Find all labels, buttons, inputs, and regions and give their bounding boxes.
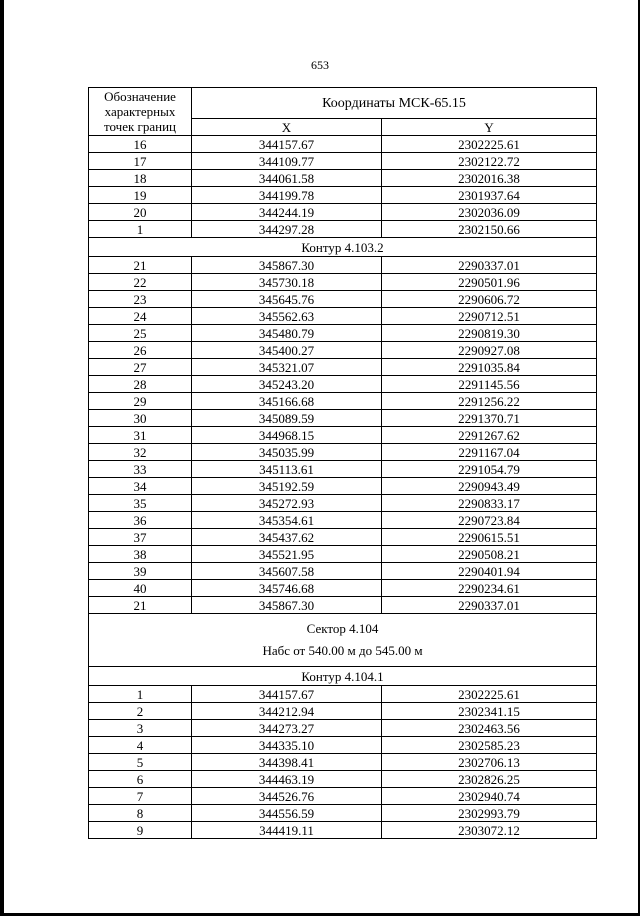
table-row (89, 686, 597, 703)
x-coordinate-cell: 345562.63 (192, 308, 382, 325)
y-coordinate-cell: 2302225.61 (382, 686, 597, 703)
table-row (89, 291, 597, 308)
table-row (89, 563, 597, 580)
header-y: Y (382, 119, 597, 136)
point-number-cell: 27 (89, 359, 192, 376)
x-coordinate-cell: 344335.10 (192, 737, 382, 754)
point-number-cell: 38 (89, 546, 192, 563)
table-row (89, 771, 597, 788)
x-coordinate-cell: 345730.18 (192, 274, 382, 291)
point-number-cell: 22 (89, 274, 192, 291)
x-coordinate-cell: 344273.27 (192, 720, 382, 737)
table-row (89, 376, 597, 393)
y-coordinate-cell: 2291145.56 (382, 376, 597, 393)
y-coordinate-cell: 2291267.62 (382, 427, 597, 444)
point-number-cell: 30 (89, 410, 192, 427)
y-coordinate-cell: 2302940.74 (382, 788, 597, 805)
y-coordinate-cell: 2290401.94 (382, 563, 597, 580)
table-row (89, 410, 597, 427)
table-row (89, 478, 597, 495)
y-coordinate-cell: 2290927.08 (382, 342, 597, 359)
point-number-cell: 23 (89, 291, 192, 308)
table-row (89, 580, 597, 597)
point-number-cell: 40 (89, 580, 192, 597)
y-coordinate-cell: 2302150.66 (382, 221, 597, 238)
point-number-cell: 21 (89, 597, 192, 614)
y-coordinate-cell: 2302016.38 (382, 170, 597, 187)
x-coordinate-cell: 345354.61 (192, 512, 382, 529)
point-number-cell: 34 (89, 478, 192, 495)
y-coordinate-cell: 2290819.30 (382, 325, 597, 342)
table-row (89, 359, 597, 376)
point-number-cell: 21 (89, 257, 192, 274)
table-row (89, 274, 597, 291)
coordinates-table (88, 87, 597, 839)
x-coordinate-cell: 345035.99 (192, 444, 382, 461)
y-coordinate-cell: 2290508.21 (382, 546, 597, 563)
x-coordinate-cell: 345272.93 (192, 495, 382, 512)
point-number-cell: 25 (89, 325, 192, 342)
y-coordinate-cell: 2290234.61 (382, 580, 597, 597)
x-coordinate-cell: 344297.28 (192, 221, 382, 238)
header-x: X (192, 119, 382, 136)
y-coordinate-cell: 2291054.79 (382, 461, 597, 478)
point-number-cell: 26 (89, 342, 192, 359)
table-row (89, 325, 597, 342)
y-coordinate-cell: 2302036.09 (382, 204, 597, 221)
point-number-cell: 37 (89, 529, 192, 546)
y-coordinate-cell: 2302341.15 (382, 703, 597, 720)
x-coordinate-cell: 345437.62 (192, 529, 382, 546)
y-coordinate-cell: 2290606.72 (382, 291, 597, 308)
point-number-cell: 20 (89, 204, 192, 221)
x-coordinate-cell: 344526.76 (192, 788, 382, 805)
y-coordinate-cell: 2291256.22 (382, 393, 597, 410)
x-coordinate-cell: 345645.76 (192, 291, 382, 308)
x-coordinate-cell: 345867.30 (192, 257, 382, 274)
sector-block (89, 614, 597, 667)
rows-a (89, 136, 597, 238)
y-coordinate-cell: 2302122.72 (382, 153, 597, 170)
point-number-cell: 4 (89, 737, 192, 754)
y-coordinate-cell: 2302463.56 (382, 720, 597, 737)
point-number-cell: 2 (89, 703, 192, 720)
table-row (89, 136, 597, 153)
rows-b (89, 257, 597, 614)
x-coordinate-cell: 344556.59 (192, 805, 382, 822)
y-coordinate-cell: 2291370.71 (382, 410, 597, 427)
x-coordinate-cell: 344109.77 (192, 153, 382, 170)
x-coordinate-cell: 344199.78 (192, 187, 382, 204)
point-number-cell: 32 (89, 444, 192, 461)
sector-height-range: Набс от 540.00 м до 545.00 м (262, 643, 423, 658)
x-coordinate-cell: 345521.95 (192, 546, 382, 563)
y-coordinate-cell: 2290615.51 (382, 529, 597, 546)
x-coordinate-cell: 345243.20 (192, 376, 382, 393)
page-number: 653 (311, 58, 329, 72)
x-coordinate-cell: 344968.15 (192, 427, 382, 444)
point-number-cell: 29 (89, 393, 192, 410)
point-number-cell: 31 (89, 427, 192, 444)
table-row (89, 529, 597, 546)
header-coords-title: Координаты МСК-65.15 (192, 88, 597, 119)
point-number-cell: 35 (89, 495, 192, 512)
point-number-cell: 9 (89, 822, 192, 839)
point-number-cell: 8 (89, 805, 192, 822)
x-coordinate-cell: 344157.67 (192, 686, 382, 703)
table-row (89, 221, 597, 238)
point-number-cell: 39 (89, 563, 192, 580)
point-number-cell: 7 (89, 788, 192, 805)
point-number-cell: 36 (89, 512, 192, 529)
point-number-cell: 28 (89, 376, 192, 393)
table-row (89, 308, 597, 325)
y-coordinate-cell: 2290833.17 (382, 495, 597, 512)
table-row (89, 427, 597, 444)
table-row (89, 805, 597, 822)
y-coordinate-cell: 2302993.79 (382, 805, 597, 822)
y-coordinate-cell: 2290723.84 (382, 512, 597, 529)
table-row (89, 720, 597, 737)
point-number-cell: 6 (89, 771, 192, 788)
point-number-cell: 16 (89, 136, 192, 153)
point-number-cell: 5 (89, 754, 192, 771)
table-row (89, 512, 597, 529)
table-row (89, 737, 597, 754)
y-coordinate-cell: 2301937.64 (382, 187, 597, 204)
table-row (89, 187, 597, 204)
x-coordinate-cell: 345867.30 (192, 597, 382, 614)
point-number-cell: 1 (89, 686, 192, 703)
x-coordinate-cell: 344398.41 (192, 754, 382, 771)
x-coordinate-cell: 345321.07 (192, 359, 382, 376)
scan-edge-left (0, 0, 4, 916)
x-coordinate-cell: 345746.68 (192, 580, 382, 597)
table-row (89, 788, 597, 805)
x-coordinate-cell: 345480.79 (192, 325, 382, 342)
table-row (89, 204, 597, 221)
table-row (89, 444, 597, 461)
table-row (89, 597, 597, 614)
sector-title: Сектор 4.104 (306, 621, 379, 636)
y-coordinate-cell: 2302225.61 (382, 136, 597, 153)
y-coordinate-cell: 2302706.13 (382, 754, 597, 771)
y-coordinate-cell: 2302826.25 (382, 771, 597, 788)
x-coordinate-cell: 345089.59 (192, 410, 382, 427)
y-coordinate-cell: 2290501.96 (382, 274, 597, 291)
table-row (89, 342, 597, 359)
x-coordinate-cell: 345113.61 (192, 461, 382, 478)
y-coordinate-cell: 2303072.12 (382, 822, 597, 839)
table-row (89, 754, 597, 771)
table-row (89, 703, 597, 720)
contour-4-104-1-label: Контур 4.104.1 (89, 667, 597, 686)
table-row (89, 461, 597, 478)
x-coordinate-cell: 344212.94 (192, 703, 382, 720)
x-coordinate-cell: 344061.58 (192, 170, 382, 187)
x-coordinate-cell: 344157.67 (192, 136, 382, 153)
contour-4-103-2-label: Контур 4.103.2 (89, 238, 597, 257)
y-coordinate-cell: 2290337.01 (382, 257, 597, 274)
point-number-cell: 17 (89, 153, 192, 170)
x-coordinate-cell: 345166.68 (192, 393, 382, 410)
table-row (89, 170, 597, 187)
x-coordinate-cell: 345607.58 (192, 563, 382, 580)
x-coordinate-cell: 345400.27 (192, 342, 382, 359)
y-coordinate-cell: 2302585.23 (382, 737, 597, 754)
table-row (89, 822, 597, 839)
point-number-cell: 24 (89, 308, 192, 325)
table-row (89, 393, 597, 410)
point-number-cell: 3 (89, 720, 192, 737)
x-coordinate-cell: 345192.59 (192, 478, 382, 495)
x-coordinate-cell: 344463.19 (192, 771, 382, 788)
header-point-designation: Обозначение характерных точек границ (89, 88, 192, 136)
table-row (89, 257, 597, 274)
table-row (89, 495, 597, 512)
y-coordinate-cell: 2290337.01 (382, 597, 597, 614)
x-coordinate-cell: 344244.19 (192, 204, 382, 221)
table-row (89, 546, 597, 563)
y-coordinate-cell: 2291035.84 (382, 359, 597, 376)
point-number-cell: 33 (89, 461, 192, 478)
y-coordinate-cell: 2291167.04 (382, 444, 597, 461)
x-coordinate-cell: 344419.11 (192, 822, 382, 839)
table-row (89, 153, 597, 170)
point-number-cell: 19 (89, 187, 192, 204)
point-number-cell: 1 (89, 221, 192, 238)
point-number-cell: 18 (89, 170, 192, 187)
y-coordinate-cell: 2290712.51 (382, 308, 597, 325)
rows-c (89, 686, 597, 839)
y-coordinate-cell: 2290943.49 (382, 478, 597, 495)
